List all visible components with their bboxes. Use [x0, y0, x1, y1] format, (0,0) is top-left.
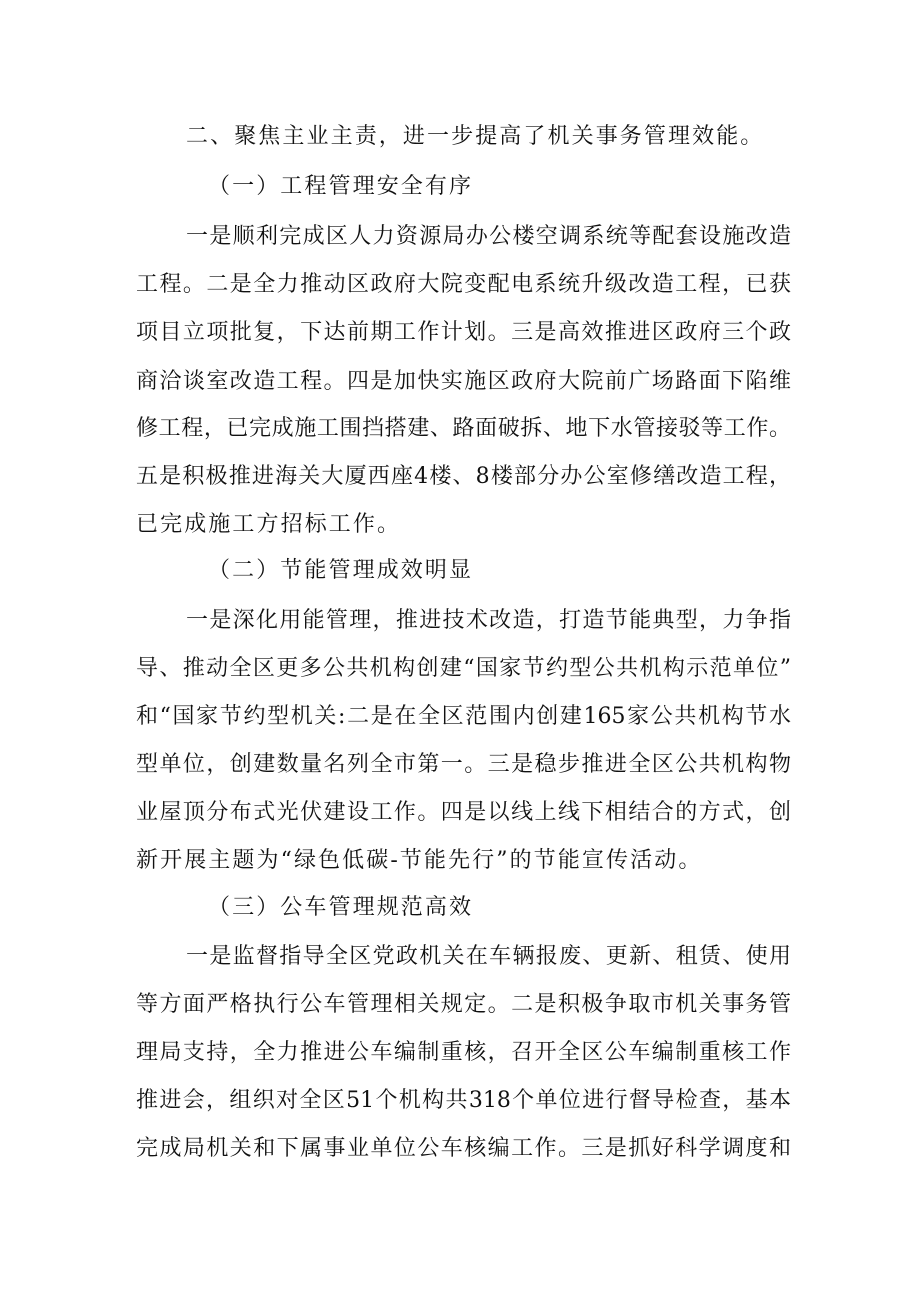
paragraph-line: 导、推动全区更多公共机构创建“国家节约型公共机构示范单位”	[136, 656, 791, 681]
paragraph-line: 完成局机关和下属事业单位公车核编工作。三是抓好科学调度和	[136, 1136, 791, 1161]
paragraph-line: 业屋顶分布式光伏建设工作。四是以线上线下相结合的方式，创	[136, 800, 791, 825]
subsection-heading-2: （二）节能管理成效明显	[208, 558, 474, 583]
paragraph-line: 推进会，组织对全区51个机构共318个单位进行督导检查，基本	[136, 1088, 791, 1113]
paragraph-line: 一是顺利完成区人力资源局办公楼空调系统等配套设施改造	[186, 224, 791, 249]
paragraph-line: 修工程，已完成施工围挡搭建、路面破拆、地下水管接驳等工作。	[136, 416, 791, 441]
subsection-heading-3: （三）公车管理规范高效	[208, 895, 474, 920]
paragraph-line: 已完成施工方招标工作。	[136, 512, 402, 537]
paragraph-line: 商洽谈室改造工程。四是加快实施区政府大院前广场路面下陷维	[136, 369, 791, 394]
paragraph-line: 一是深化用能管理，推进技术改造，打造节能典型，力争指	[186, 608, 791, 633]
paragraph-line: 和“国家节约型机关:二是在全区范围内创建165家公共机构节水	[136, 704, 791, 729]
section-heading: 二、聚焦主业主责，进一步提高了机关事务管理效能。	[186, 124, 765, 149]
paragraph-line: 型单位，创建数量名列全市第一。三是稳步推进全区公共机构物	[136, 752, 791, 777]
paragraph-line: 一是监督指导全区党政机关在车辆报废、更新、租赁、使用	[186, 944, 791, 969]
subsection-heading-1: （一）工程管理安全有序	[208, 174, 474, 199]
paragraph-line: 理局支持，全力推进公车编制重核，召开全区公车编制重核工作	[136, 1040, 791, 1065]
paragraph-line: 等方面严格执行公车管理相关规定。二是积极争取市机关事务管	[136, 992, 791, 1017]
paragraph-line: 项目立项批复，下达前期工作计划。三是高效推进区政府三个政	[136, 320, 791, 345]
paragraph-line: 五是积极推进海关大厦西座4楼、8楼部分办公室修缮改造工程，	[136, 464, 791, 489]
paragraph-line: 新开展主题为“绿色低碳-节能先行”的节能宣传活动。	[136, 848, 703, 873]
paragraph-line: 工程。二是全力推动区政府大院变配电系统升级改造工程，已获	[136, 272, 791, 297]
